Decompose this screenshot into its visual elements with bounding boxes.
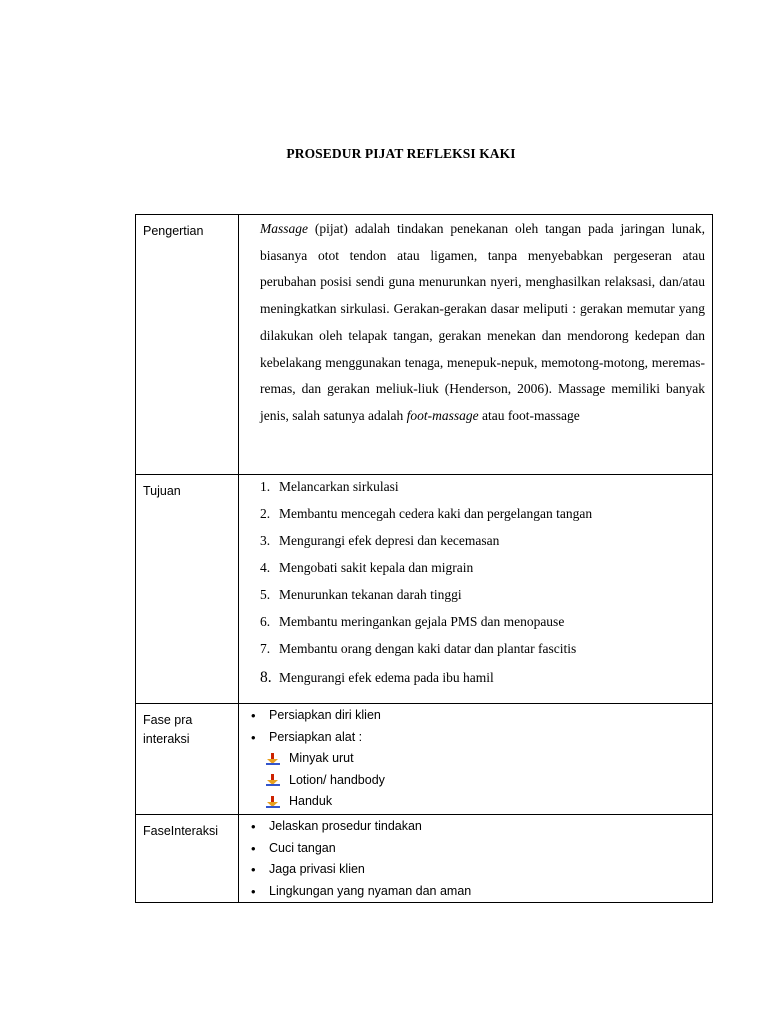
bullet-icon: • [251,819,256,834]
list-item-text: Melancarkan sirkulasi [279,479,399,494]
definition-italic: foot-massage [406,407,479,423]
list-item [259,748,705,770]
bullet-icon: • [251,883,256,899]
list-item [260,614,705,641]
row-content [239,475,713,704]
interaction-list [249,816,705,902]
list-number: 7. [260,641,271,656]
list-number: 5. [260,587,271,602]
arrow-down-icon [266,753,280,765]
list-item [260,668,705,700]
list-item [260,533,705,560]
list-number: 1. [260,479,271,494]
list-item [260,506,705,533]
row-label: Pengertian [136,215,239,475]
list-item-text: Persiapkan alat : [269,729,363,744]
goals-list [260,479,705,700]
list-item-text: Jaga privasi klien [269,862,365,876]
definition-italic: Massage [260,221,308,236]
list-item [260,560,705,587]
row-content [239,704,713,815]
row-tujuan [136,475,713,704]
list-item-text: Mengurangi efek depresi dan kecemasan [279,533,500,548]
row-label: Fase pra interaksi [136,704,239,815]
list-item-text: Jelaskan prosedur tindakan [269,819,422,833]
definition-text: atau foot-massage [478,407,580,423]
list-item-text: Mengurangi efek edema pada ibu hamil [279,670,494,685]
list-item [249,859,705,881]
list-number: 3. [260,533,271,548]
bullet-icon: • [251,840,256,856]
list-item-text: Membantu meringankan gejala PMS dan menopause [279,614,565,629]
list-item [260,641,705,668]
list-item-text: Lingkungan yang nyaman dan aman [269,883,472,898]
list-item-text: Membantu mencegah cedera kaki dan pergelangan tangan [279,506,593,521]
definition-text: (pijat) adalah tindakan penekanan oleh tangan pada jaringan lunak, biasanya otot tendon atau ligamen, tanpa menyebabkan pergeseran atau perubahan posisi sendi guna menurunkan nyeri, menghasilkan relaksasi, dan/atau meningkatkan sirkulasi. Gerakan-gerakan dasar meliputi : gerakan memutar yang dilakukan oleh telapak tangan, gerakan menekan dan mendorong kedepan dan kebelakang menggunakan tenaga, menepuk-nepuk, memotong-motong, meremas-remas, dan gerakan meliuk-liuk (Henderson, 2006). Massage memiliki banyak jenis, salah satunya adalah [260,221,705,423]
list-item [260,479,705,506]
list-item [259,791,705,813]
arrow-down-icon [266,796,280,808]
prep-list [249,705,705,748]
list-number: 4. [260,560,271,575]
list-item [249,838,705,860]
bullet-icon: • [251,862,256,877]
page-title: PROSEDUR PIJAT REFLEKSI KAKI [286,146,516,161]
row-fase-interaksi [136,815,713,903]
list-number: 2. [260,506,271,521]
list-item [259,770,705,792]
list-item [260,587,705,614]
row-fase-pra [136,704,713,815]
bullet-icon: • [251,708,256,723]
list-item [249,705,705,727]
row-label: Tujuan [136,475,239,704]
definition-paragraph [260,215,705,440]
list-item-text: Cuci tangan [269,840,336,855]
procedure-table [135,214,713,903]
row-label: FaseInteraksi [136,815,239,903]
list-item-text: Minyak urut [289,751,354,765]
list-item-text: Menurunkan tekanan darah tinggi [279,587,462,602]
list-item [249,816,705,838]
row-content [239,215,713,475]
list-item-text: Handuk [289,794,333,808]
list-number: 6. [260,614,271,629]
list-item-text: Lotion/ handbody [289,772,385,787]
arrow-down-icon [266,774,280,786]
list-item-text: Persiapkan diri klien [269,708,381,722]
tools-list [249,748,705,813]
bullet-icon: • [251,729,256,745]
list-number: 8. [260,669,272,686]
list-item [249,727,705,749]
list-item-text: Mengobati sakit kepala dan migrain [279,560,474,575]
row-pengertian [136,215,713,475]
row-content [239,815,713,903]
list-item-text: Membantu orang dengan kaki datar dan plantar fascitis [279,641,577,656]
list-item [249,881,705,903]
